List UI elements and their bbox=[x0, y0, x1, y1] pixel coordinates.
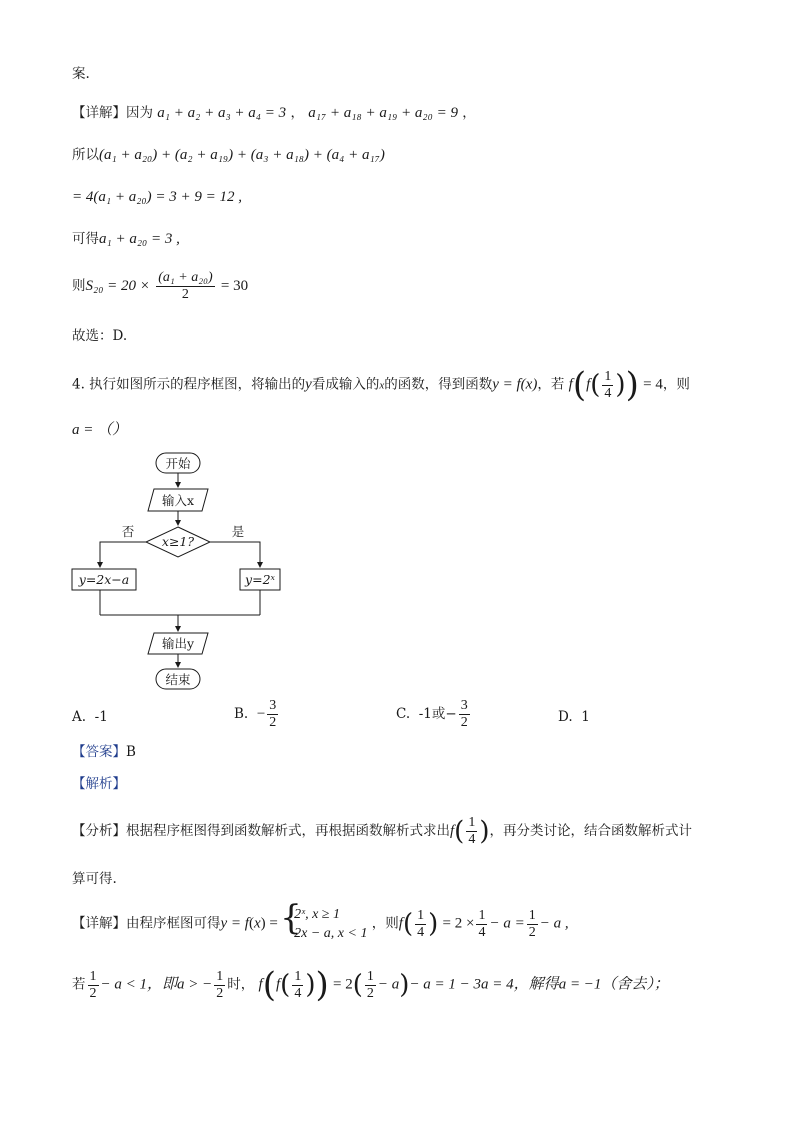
piecewise-function: { 2ˣ, x ≥ 1 2x − a, x < 1 bbox=[280, 898, 368, 941]
answer-tag: 【答案】 bbox=[72, 744, 126, 760]
s20-fraction: $\frac{\text{(a₁ + a₂₀)}}{2}$ bbox=[158, 270, 213, 302]
analysis-line-1: 【分析】根据程序框图得到函数解析式，再根据函数解析式求出f( $\frac{1}{4}$ )，再分类讨论，结合函数解析式计 bbox=[72, 815, 692, 847]
detail-line-2: 所以(a₁ + a₂₀) + (a₂ + a₁₉) + (a₃ + a₁₈) + (a₄ + a₁₇) bbox=[72, 147, 385, 163]
analysis-line-2: 算可得. bbox=[72, 871, 117, 887]
choice-b[interactable]: B. − $\frac{3}{2}$ bbox=[234, 698, 277, 730]
choice-c[interactable]: C. -1或− $\frac{3}{2}$ bbox=[396, 698, 468, 730]
equation-1: a₁ + a₂ + a₃ + a₄ = 3 bbox=[157, 105, 287, 121]
flow-right-label: y=2ˣ bbox=[245, 572, 275, 587]
sum-result: = 4(a₁ + a₂₀) = 3 + 9 = 12 , bbox=[72, 189, 242, 205]
question-4-line-1: 4. 执行如图所示的程序框图，将输出的y看成输入的x的函数，得到函数y = f(x)，若 f(f( $\frac{1}{4}$ )) = 4，则 bbox=[72, 365, 690, 405]
choose-line: 故选：D. bbox=[72, 328, 128, 344]
detail-line-1: 【详解】因为 a₁ + a₂ + a₃ + a₄ = 3 ， a₁₇ + a₁₈ + a₁₉ + a₂₀ = 9 ， bbox=[72, 105, 476, 121]
sum-expression: (a₁ + a₂₀) + (a₂ + a₁₉) + (a₃ + a₁₈) + (a₄ + a₁₇) bbox=[99, 147, 385, 163]
a1-plus-a20: a₁ + a₂₀ = 3 , bbox=[99, 231, 180, 247]
flow-output-label: 输出y bbox=[161, 636, 195, 651]
detail2-line-2: 若 $\frac{1}{2}$ − a < 1，即a > − $\frac{1}{2}$ 时， f(f( $\frac{1}{4}$ )) = 2( $\frac{1}{2}$ − a)− a = 1 − 3a = 4，解得a = −1（舍去）； bbox=[72, 965, 669, 1005]
detail-tag: 【详解】 bbox=[72, 105, 126, 121]
answer-tail: 案. bbox=[72, 66, 90, 82]
flow-input-label: 输入x bbox=[161, 493, 195, 508]
flow-no-label: 否 bbox=[121, 524, 135, 539]
flow-left-label: y=2x−a bbox=[78, 572, 130, 587]
flow-decision-label: x≥1? bbox=[161, 534, 195, 549]
question-4-line-2: a = （） bbox=[72, 422, 128, 438]
choice-a[interactable]: A. -1 bbox=[72, 709, 108, 725]
detail-line-3 bbox=[72, 190, 242, 205]
flowchart bbox=[60, 445, 300, 700]
answer-line bbox=[72, 746, 136, 760]
detail2-line-1: 【详解】由程序框图可得y = f(x) = { 2ˣ, x ≥ 1 2x − a, x < 1 ，则f( $\frac{1}{4}$ ) = 2 × $\frac{1}{4}$ − a = $\frac{1}{2}$ − a , bbox=[72, 898, 569, 941]
flow-yes-label: 是 bbox=[231, 524, 245, 539]
analysis-tag: 【解析】 bbox=[72, 776, 126, 792]
equation-2: a₁₇ + a₁₈ + a₁₉ + a₂₀ = 9 bbox=[308, 105, 458, 121]
detail-line-5: 则S₂₀ = 20 × $\frac{\text{(a₁ + a₂₀)}}{2}$ = 30 bbox=[72, 270, 249, 302]
choice-d[interactable]: D. 1 bbox=[558, 709, 590, 725]
flow-end-label: 结束 bbox=[165, 672, 191, 687]
flow-start-label: 开始 bbox=[165, 456, 191, 471]
answer-value: B bbox=[126, 744, 136, 760]
detail-line-4: 可得a₁ + a₂₀ = 3 , bbox=[72, 231, 180, 247]
